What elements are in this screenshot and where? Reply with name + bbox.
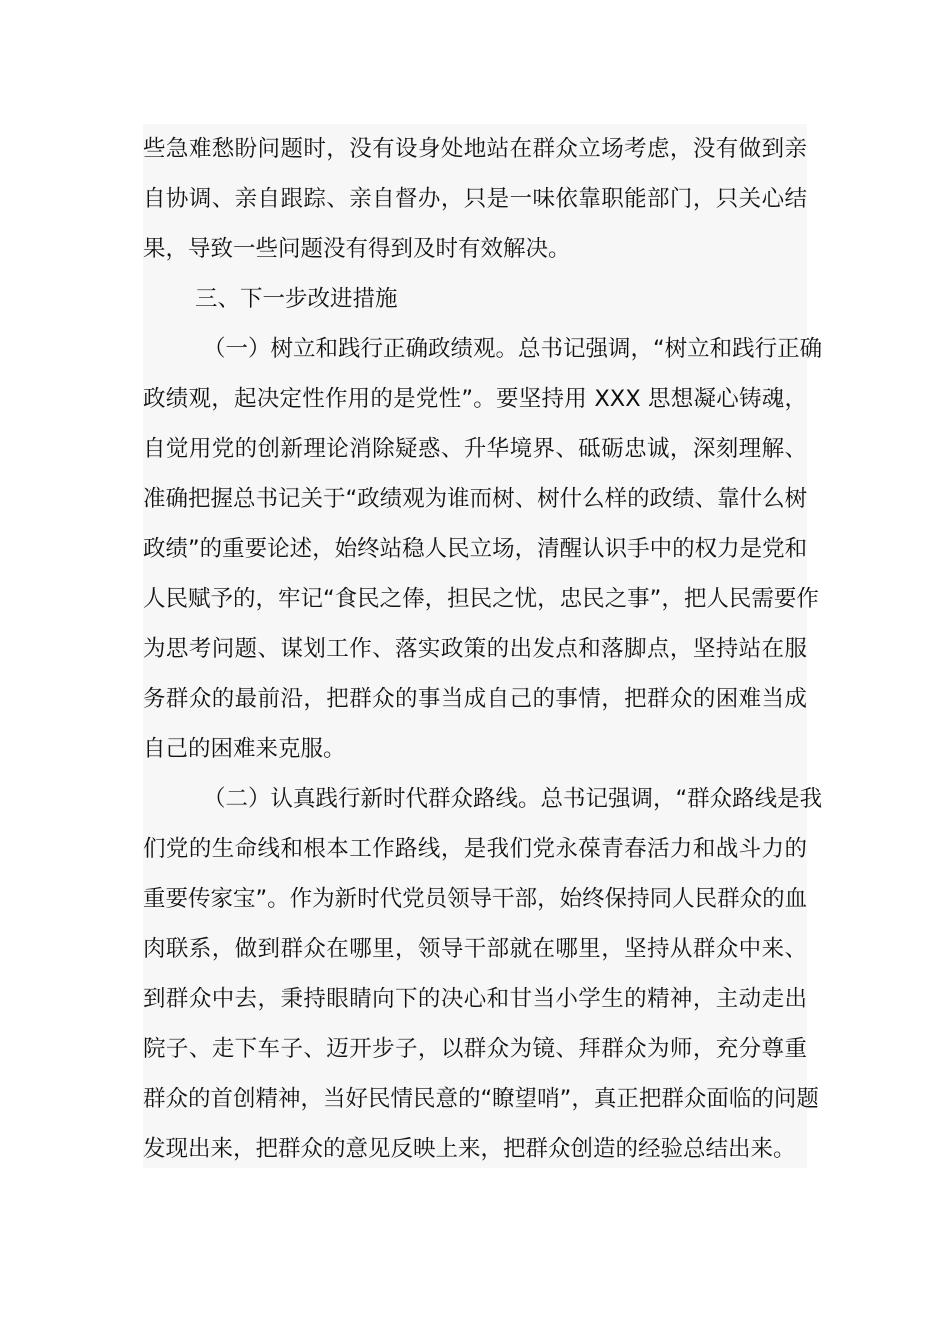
paragraph-1-line-1: 些急难愁盼问题时，没有设身处地站在群众立场考虑，没有做到亲 (143, 136, 807, 162)
paragraph-2-line-8: 务群众的最前沿，把群众的事当成自己的事情，把群众的困难当成 (143, 686, 807, 712)
section-heading: 三、下一步改进措施 (195, 286, 398, 312)
paragraph-2-line-1: （一）树立和践行正确政绩观。总书记强调，“树立和践行正确 (203, 336, 823, 362)
paragraph-2-line-9: 自己的困难来克服。 (143, 736, 346, 762)
paragraph-2-line-5: 政绩”的重要论述，始终站稳人民立场，清醒认识手中的权力是党和 (143, 536, 808, 562)
document-text-block (143, 124, 823, 1168)
paragraph-3-line-8: 发现出来，把群众的意见反映上来，把群众创造的经验总结出来。 (143, 1136, 796, 1162)
paragraph-3-line-6: 院子、走下车子、迈开步子，以群众为镜、拜群众为师，充分尊重 (143, 1036, 807, 1062)
paragraph-3-line-1: （二）认真践行新时代群众路线。总书记强调，“群众路线是我 (203, 786, 823, 812)
paragraph-3-line-3: 重要传家宝”。作为新时代党员领导干部，始终保持同人民群众的血 (143, 886, 808, 912)
paragraph-3-line-2: 们党的生命线和根本工作路线，是我们党永葆青春活力和战斗力的 (143, 836, 807, 862)
paragraph-3-line-5: 到群众中去，秉持眼睛向下的决心和甘当小学生的精神，主动走出 (143, 986, 807, 1012)
paragraph-1-line-3: 果，导致一些问题没有得到及时有效解决。 (143, 236, 571, 262)
paragraph-1-line-2: 自协调、亲自跟踪、亲自督办，只是一味依靠职能部门，只关心结 (143, 186, 807, 212)
paragraph-3-line-7: 群众的首创精神，当好民情民意的“瞭望哨”，真正把群众面临的问题 (143, 1086, 819, 1112)
paragraph-2-line-6: 人民赋予的，牢记“食民之俸，担民之忧，忠民之事”，把人民需要作 (143, 586, 819, 612)
paragraph-3-line-4: 肉联系，做到群众在哪里，领导干部就在哪里，坚持从群众中来、 (143, 936, 807, 962)
paragraph-2-line-3: 自觉用党的创新理论消除疑惑、升华境界、砥砺忠诚，深刻理解、 (143, 436, 807, 462)
paragraph-2-line-4: 准确把握总书记关于“政绩观为谁而树、树什么样的政绩、靠什么树 (143, 486, 808, 512)
paragraph-2-line-7: 为思考问题、谋划工作、落实政策的出发点和落脚点，坚持站在服 (143, 636, 807, 662)
paragraph-2-line-2: 政绩观，起决定性作用的是党性”。要坚持用 XXX 思想凝心铸魂， (143, 386, 807, 412)
